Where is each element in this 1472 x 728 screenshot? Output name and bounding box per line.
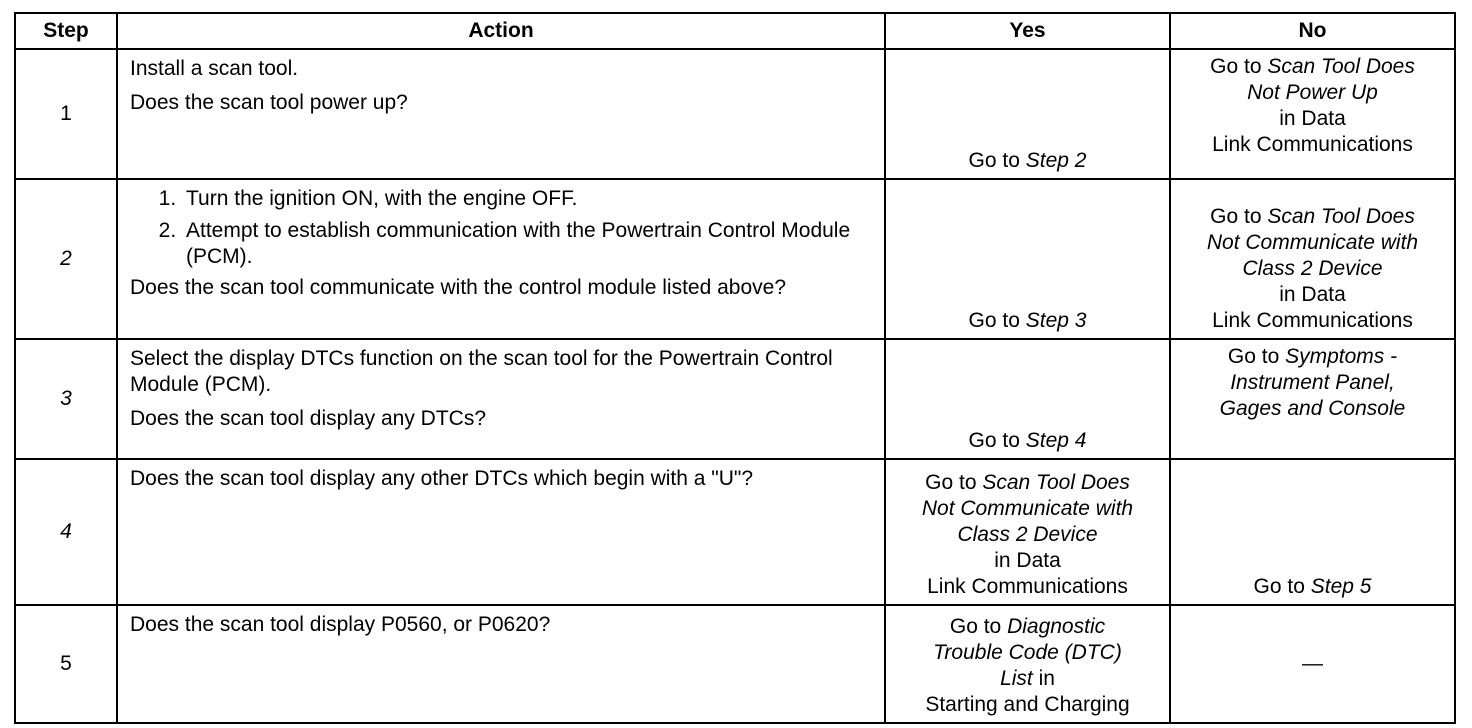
header-action: Action	[117, 13, 885, 49]
header-step: Step	[15, 13, 117, 49]
yes-prefix: Go to	[968, 149, 1026, 172]
yes-cell	[885, 179, 1170, 339]
yes-cell	[885, 339, 1170, 459]
action-list-item: 2. Attempt to establish communication with the Powertrain Control Module (PCM).	[182, 218, 872, 270]
action-list-item: 1. Turn the ignition ON, with the engine OFF.	[182, 186, 872, 212]
yes-suffix: in Data	[994, 549, 1061, 572]
no-cell	[1170, 179, 1455, 339]
action-cell	[117, 49, 885, 179]
no-cell	[1170, 605, 1455, 723]
no-link[interactable]: Not Power Up	[1247, 81, 1378, 104]
diagnostic-table	[14, 12, 1456, 724]
yes-link[interactable]: Not Communicate with	[921, 497, 1134, 520]
yes-prefix: Go to	[925, 471, 983, 494]
no-cell	[1170, 459, 1455, 605]
no-link[interactable]: Scan Tool Does	[1267, 55, 1415, 78]
no-suffix: in Data	[1279, 283, 1346, 306]
yes-link[interactable]: Diagnostic	[1007, 615, 1106, 638]
no-prefix: Go to	[1227, 345, 1286, 368]
header-yes: Yes	[885, 13, 1170, 49]
yes-cell	[885, 605, 1170, 723]
table-row	[15, 49, 1455, 179]
step-number: 1	[15, 49, 117, 179]
yes-link[interactable]: Trouble Code (DTC)	[933, 641, 1122, 664]
no-link[interactable]: Scan Tool Does	[1267, 205, 1415, 228]
table-row	[15, 459, 1455, 605]
step-number: 3	[15, 339, 117, 459]
no-prefix: Go to	[1210, 205, 1268, 228]
yes-suffix: Link Communications	[927, 575, 1128, 598]
yes-link-step[interactable]: Step 4	[1025, 429, 1087, 452]
action-question: Does the scan tool display P0560, or P0620?	[130, 613, 551, 636]
no-cell	[1170, 49, 1455, 179]
table-row	[15, 605, 1455, 723]
yes-suffix: Starting and Charging	[925, 693, 1130, 716]
yes-suffix: in	[1032, 667, 1055, 690]
action-cell	[117, 459, 885, 605]
yes-link[interactable]: Scan Tool Does	[982, 471, 1130, 494]
action-cell	[117, 605, 885, 723]
header-no: No	[1170, 13, 1455, 49]
step-number: 4	[15, 459, 117, 605]
table-row	[15, 339, 1455, 459]
step-number: 5	[15, 605, 117, 723]
yes-prefix: Go to	[949, 615, 1008, 638]
header-row	[15, 13, 1455, 49]
no-link-step[interactable]: Step 5	[1310, 575, 1372, 598]
no-link[interactable]: Not Communicate with	[1206, 231, 1419, 254]
action-question: Does the scan tool communicate with the control module listed above?	[130, 276, 787, 299]
action-cell	[117, 179, 885, 339]
no-prefix: Go to	[1253, 575, 1311, 598]
yes-prefix: Go to	[968, 429, 1026, 452]
yes-link[interactable]: List	[1000, 667, 1033, 690]
no-dash: —	[1302, 652, 1323, 675]
no-link[interactable]: Symptoms -	[1285, 345, 1398, 368]
yes-cell	[885, 459, 1170, 605]
yes-link-step[interactable]: Step 2	[1025, 149, 1087, 172]
yes-cell	[885, 49, 1170, 179]
no-link[interactable]: Class 2 Device	[1242, 257, 1383, 280]
action-cell	[117, 339, 885, 459]
action-list	[130, 186, 872, 270]
yes-link[interactable]: Class 2 Device	[957, 523, 1098, 546]
no-suffix: in Data	[1279, 107, 1346, 130]
no-suffix: Link Communications	[1212, 309, 1413, 332]
no-prefix: Go to	[1210, 55, 1268, 78]
action-text: Install a scan tool.	[130, 57, 299, 80]
no-cell	[1170, 339, 1455, 459]
action-text: Select the display DTCs function on the scan tool for the Powertrain Control Module (PCM).	[130, 347, 833, 396]
no-link[interactable]: Instrument Panel,	[1230, 371, 1395, 394]
action-question: Does the scan tool power up?	[130, 91, 408, 114]
step-number: 2	[15, 179, 117, 339]
table-row	[15, 179, 1455, 339]
yes-link-step[interactable]: Step 3	[1025, 309, 1087, 332]
action-question: Does the scan tool display any DTCs?	[130, 407, 487, 430]
action-question: Does the scan tool display any other DTCs which begin with a "U"?	[130, 467, 754, 490]
yes-prefix: Go to	[968, 309, 1026, 332]
no-suffix: Link Communications	[1212, 133, 1413, 156]
no-link[interactable]: Gages and Console	[1219, 397, 1406, 420]
